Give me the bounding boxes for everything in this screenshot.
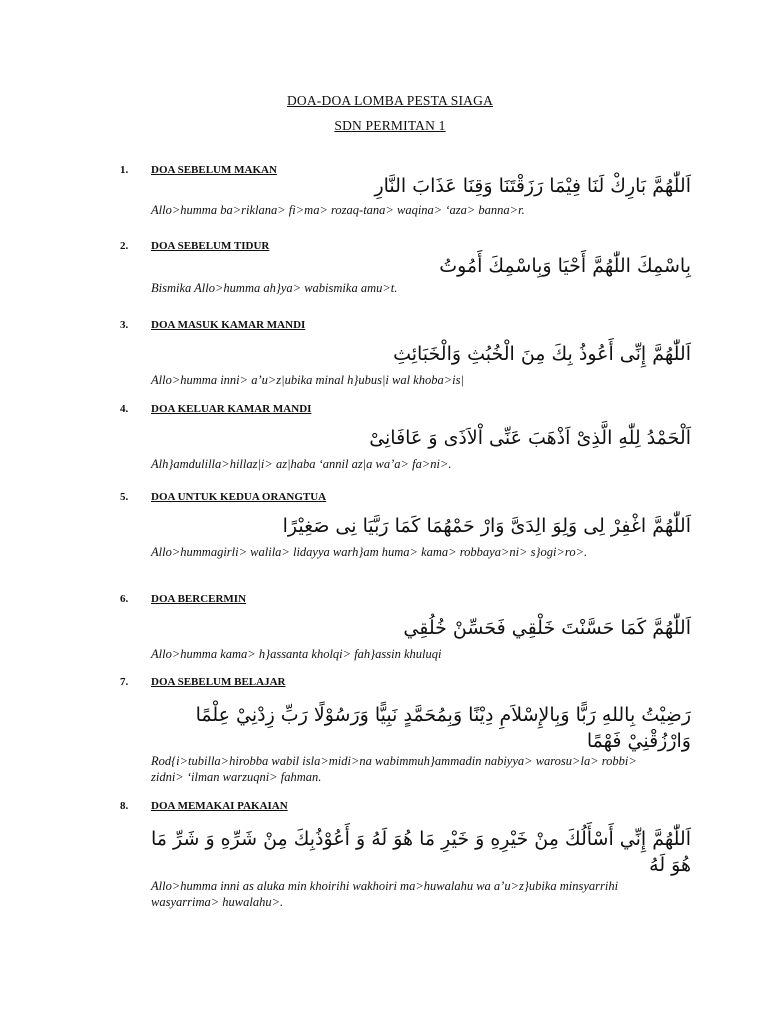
item-number: 7. — [120, 676, 129, 688]
transliteration: Allo>hummagirli> walila> lidayya warh}am huma> kama> robbaya>ni> s}ogi>ro>. — [151, 545, 588, 559]
arabic-text: اَلْحَمْدُ لِلّٰهِ الَّذِىْ اَذْهَبَ عَنِّى اْلاَذَى وَ عَافَانِىْ — [369, 427, 691, 449]
item-label: DOA KELUAR KAMAR MANDI — [151, 403, 312, 415]
transliteration: Allo>humma inni as aluka min khoirihi wakhoiri ma>huwalahu wa a’u>z}ubika minsyarrihi wasyarrima> huwalahu>. — [151, 879, 619, 909]
transliteration: Allo>humma kama> h}assanta kholqi> fah}assin khuluqi — [151, 647, 442, 661]
arabic-text: بِاسْمِكَ اللّٰهُمَّ أَحْيَا وَبِاسْمِكَ أَمُوتُ — [439, 255, 691, 277]
item-number: 1. — [120, 164, 129, 176]
item-number: 6. — [120, 593, 129, 605]
item-number: 5. — [120, 491, 129, 503]
item-label: DOA MASUK KAMAR MANDI — [151, 319, 306, 331]
item-label: DOA SEBELUM TIDUR — [151, 240, 270, 252]
item-label: DOA SEBELUM BELAJAR — [151, 676, 286, 688]
item-label: DOA SEBELUM MAKAN — [151, 164, 277, 176]
transliteration: Alh}amdulilla>hillaz|i> az|haba ‘annil az|a wa’a> fa>ni>. — [151, 457, 452, 471]
transliteration: Allo>humma inni> a’u>z|ubika minal h}ubus|i wal khoba>is| — [151, 373, 464, 387]
arabic-text: اَللّٰهُمَّ إِنِّي أَسْأَلُكَ مِنْ خَيْرِهِ وَ خَيْرِ مَا هُوَ لَهُ وَ أَعُوْذُبِكَ مِنْ شَرِّهِ وَ شَرِّ مَا هُوَ لَهُ — [151, 828, 691, 876]
arabic-text: اَللّٰهُمَّ بَارِكْ لَنَا فِيْمَا رَزَقْتَنَا وَقِنَا عَذَابَ النَّارِ — [374, 175, 691, 197]
document-subtitle: SDN PERMITAN 1 — [334, 118, 446, 133]
transliteration: Rod{i>tubilla>hirobba wabil isla>midi>na wabimmuh}ammadin nabiyya> warosu>la> robbi> zidni> ‘ilman warzuqni> fahman. — [151, 754, 637, 784]
arabic-text: اَللّٰهُمَّ كَمَا حَسَّنْتَ خَلْقِي فَحَسِّنْ خُلُقِي — [403, 617, 691, 639]
item-number: 3. — [120, 319, 129, 331]
item-label: DOA BERCERMIN — [151, 593, 247, 605]
arabic-text: اَللّٰهُمَّ إِنِّى أَعُوذُ بِكَ مِنَ الْخُبُثِ وَالْخَبَائِثِ — [393, 343, 691, 365]
document-title: DOA-DOA LOMBA PESTA SIAGA — [286, 93, 494, 108]
item-label: DOA MEMAKAI PAKAIAN — [151, 800, 288, 812]
item-label: DOA UNTUK KEDUA ORANGTUA — [151, 491, 327, 503]
item-number: 4. — [120, 403, 129, 415]
transliteration: Bismika Allo>humma ah}ya> wabismika amu>t. — [151, 281, 398, 295]
transliteration: Allo>humma ba>riklana> fi>ma> rozaq-tana> waqina> ‘aza> banna>r. — [151, 203, 525, 217]
item-number: 2. — [120, 240, 129, 252]
item-number: 8. — [120, 800, 129, 812]
arabic-text: رَضِيْتُ بِاللهِ رَبًّا وَبِالإِسْلاَمِ دِيْنًا وَبِمُحَمَّدٍ نَبِيًّا وَرَسُوْلًا رَبِّ زِدْنِيْ عِلْمًا وَارْزُقْنِيْ فَهْمًا — [195, 704, 691, 752]
arabic-text: اَللّٰهُمَّ اغْفِرْ لِى وَلِوَ الِدَىَّ وَارْ حَمْهُمَا كَمَا رَبَّيَا نِى صَغِيْرًا — [282, 515, 691, 537]
